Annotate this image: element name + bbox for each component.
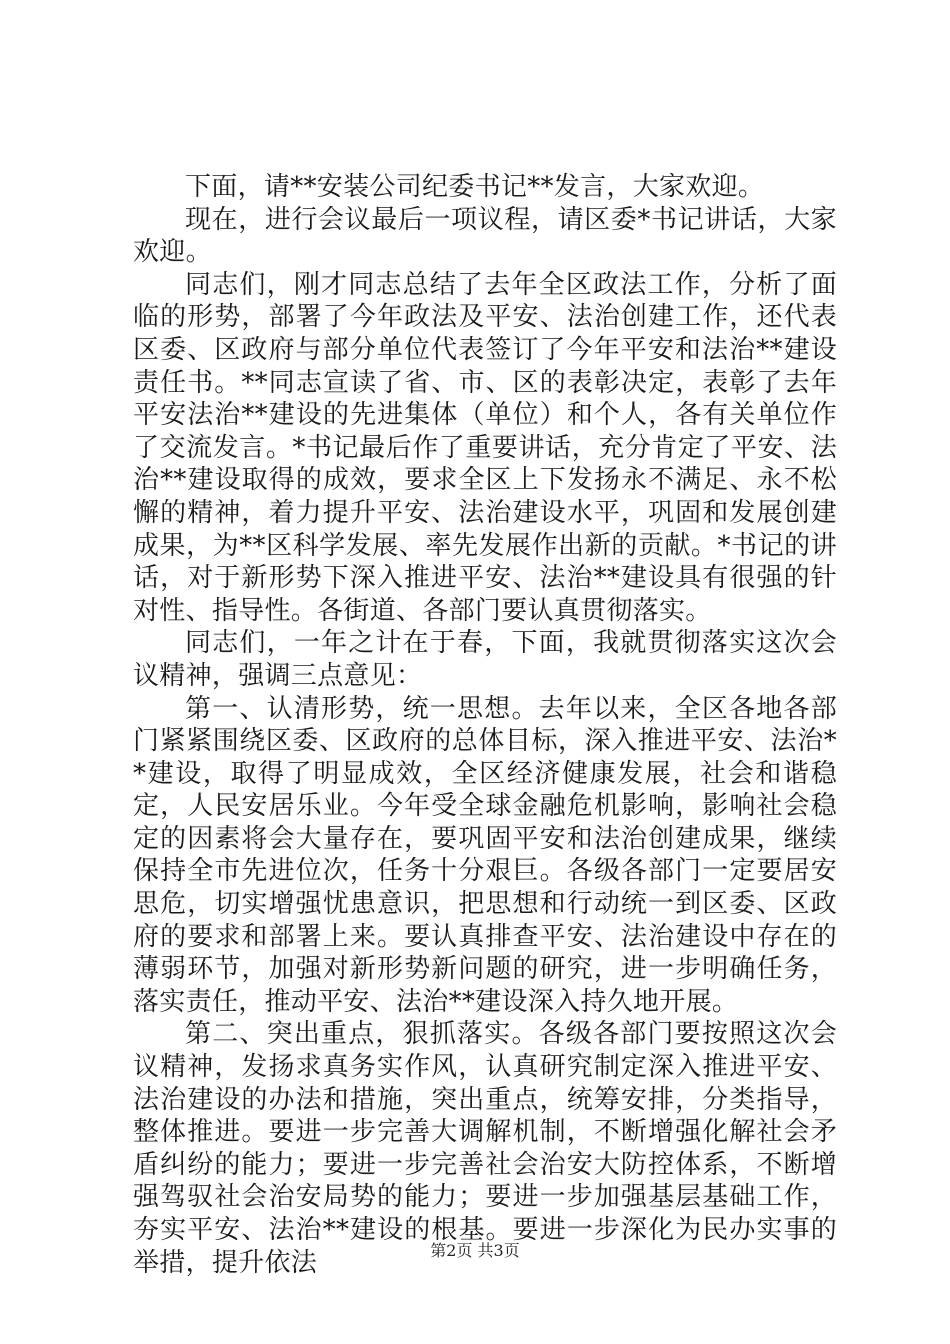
- document-body: [133, 171, 837, 1279]
- paragraph-6: 第二、突出重点，狠抓落实。各级各部门要按照这次会议精神，发扬求真务实作风，认真研究制定深入推进平安、法治建设的办法和措施，突出重点，统筹安排，分类指导，整体推进。要进一步完善大调解机制，不断增强化解社会矛盾纠纷的能力；要进一步完善社会治安大防控体系，不断增强驾驭社会治安局势的能力；要进一步加强基层基础工作，夯实平安、法治**建设的根基。要进一步深化为民办实事的举措，提升依法: [133, 1019, 837, 1278]
- paragraph-1: 下面，请**安装公司纪委书记**发言，大家欢迎。: [185, 172, 765, 202]
- paragraph-5: 第一、认清形势，统一思想。去年以来，全区各地各部门紧紧围绕区委、区政府的总体目标，深入推进平安、法治**建设，取得了明显成效，全区经济健康发展，社会和谐稳定，人民安居乐业。今年受全球金融危机影响，影响社会稳定的因素将会大量存在，要巩固平安和法治创建成果，继续保持全市先进位次，任务十分艰巨。各级各部门一定要居安思危，切实增强忧患意识，把思想和行动统一到区委、区政府的要求和部署上来。要认真排查平安、法治建设中存在的薄弱环节，加强对新形势新问题的研究，进一步明确任务，落实责任，推动平安、法治**建设深入持久地开展。: [133, 693, 837, 1017]
- paragraph-4: 同志们，一年之计在于春，下面，我就贯彻落实这次会议精神，强调三点意见：: [133, 628, 837, 691]
- page-number-footer: 第2页 共3页: [430, 1241, 520, 1260]
- paragraph-2: 现在，进行会议最后一项议程，请区委*书记讲话，大家欢迎。: [133, 204, 837, 268]
- paragraph-3: 同志们，刚才同志总结了去年全区政法工作，分析了面临的形势，部署了今年政法及平安、法治创建工作，还代表区委、区政府与部分单位代表签订了今年平安和法治**建设责任书。**同志宣读了省、市、区的表彰决定，表彰了去年平安法治**建设的先进集体（单位）和个人，各有关单位作了交流发言。*书记最后作了重要讲话，充分肯定了平安、法治**建设取得的成效，要求全区上下发扬永不满足、永不松懈的精神，着力提升平安、法治建设水平，巩固和发展创建成果，为**区科学发展、率先发展作出新的贡献。*书记的讲话，对于新形势下深入推进平安、法治**建设具有很强的针对性、指导性。各街道、各部门要认真贯彻落实。: [133, 269, 837, 626]
